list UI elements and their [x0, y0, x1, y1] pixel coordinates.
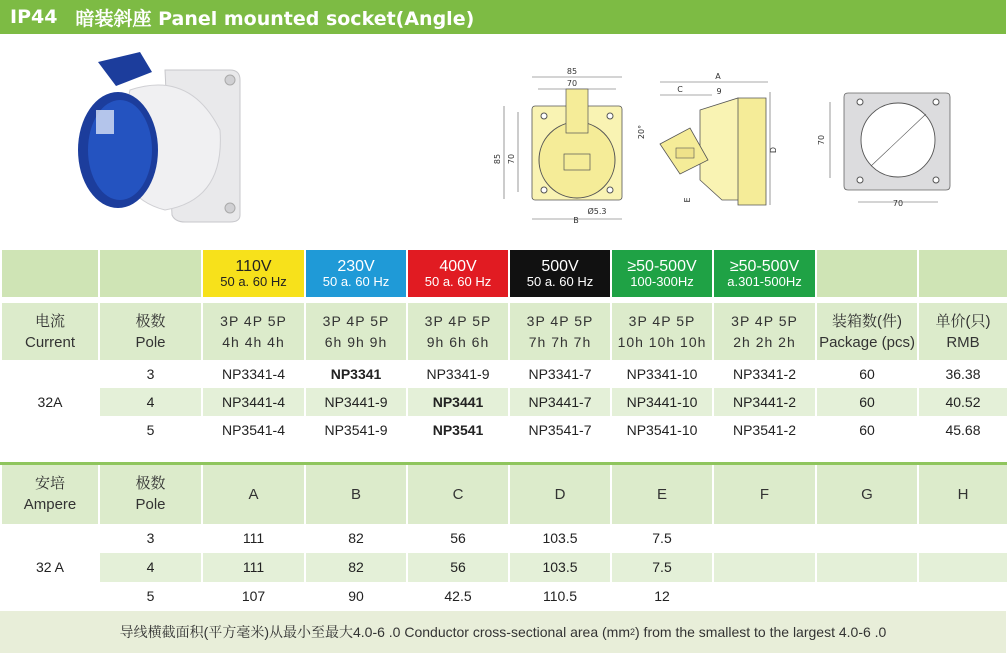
pole-cell: 4: [99, 388, 202, 416]
table-row: [1, 416, 1007, 444]
package-cell: 60: [816, 388, 918, 416]
dim-cell: 103.5: [509, 553, 611, 582]
header-bar: [0, 0, 1006, 34]
header-dim-b: B: [305, 464, 407, 524]
front-view-diagram: [492, 64, 638, 226]
current-cell: 32A: [1, 360, 99, 444]
model-cell: NP3541-2: [713, 416, 816, 444]
volt-spacer: [918, 250, 1007, 300]
dimension-table: [0, 462, 1007, 611]
header-230: 3P 4P 5P 6h 9h 9h: [305, 300, 407, 360]
header-price: 单价(只) RMB: [918, 300, 1007, 360]
dim-cell: 111: [202, 553, 305, 582]
dim-side-70: 70: [817, 134, 826, 146]
pole-cell: 3: [99, 524, 202, 553]
title-en: Panel mounted socket(Angle): [158, 7, 475, 30]
footer-text-pre: 导线横截面积(平方毫米)从最小至最大4.0-6 .0 Conductor cross-sectional area (mm: [119, 624, 630, 640]
product-title: [75, 4, 474, 31]
dim-angle: 20°: [637, 124, 646, 140]
dim-cell: 7.5: [611, 553, 713, 582]
dim-top-85: 85: [566, 67, 578, 76]
dim-cell: [816, 553, 918, 582]
price-cell: 45.68: [918, 416, 1007, 444]
model-cell: NP3541-9: [305, 416, 407, 444]
dim-cell: 107: [202, 582, 305, 611]
dim-cell: [713, 553, 816, 582]
dim-bottom-70: 70: [892, 199, 904, 208]
footer-note: [0, 611, 1006, 653]
panel-cutout-diagram: [816, 88, 966, 213]
dim-cell: [713, 582, 816, 611]
dim-left-85: 85: [493, 153, 502, 165]
model-cell: NP3441: [407, 388, 509, 416]
dim-9: 9: [716, 87, 722, 96]
volt-110: 110V 50 a. 60 Hz: [202, 250, 305, 300]
model-cell: NP3541: [407, 416, 509, 444]
package-cell: 60: [816, 360, 918, 388]
model-cell: NP3441-2: [713, 388, 816, 416]
model-cell: NP3541-7: [509, 416, 611, 444]
model-cell: NP3341-7: [509, 360, 611, 388]
header-110: 3P 4P 5P 4h 4h 4h: [202, 300, 305, 360]
ampere-cell: 32 A: [1, 524, 99, 611]
dim-d: D: [769, 146, 778, 154]
volt-ge50-high: ≥50-500V a.301-500Hz: [713, 250, 816, 300]
dim-cell: 42.5: [407, 582, 509, 611]
table-row: [1, 524, 1007, 553]
footer-sup: 2: [629, 627, 635, 637]
model-cell: NP3441-7: [509, 388, 611, 416]
dim-cell: 7.5: [611, 524, 713, 553]
dim-hole: Ø5.3: [587, 207, 607, 216]
model-cell: NP3541-4: [202, 416, 305, 444]
dim-cell: [918, 553, 1007, 582]
model-cell: NP3441-9: [305, 388, 407, 416]
model-cell: NP3341-10: [611, 360, 713, 388]
package-cell: 60: [816, 416, 918, 444]
dim-cell: 110.5: [509, 582, 611, 611]
dim-cell: 56: [407, 524, 509, 553]
order-table: [0, 250, 1007, 444]
volt-spacer: [1, 250, 99, 300]
header-dim-e: E: [611, 464, 713, 524]
product-image: [70, 50, 270, 225]
header-ampere: 安培 Ampere: [1, 464, 99, 524]
dim-top-70: 70: [566, 79, 578, 88]
dim-cell: 111: [202, 524, 305, 553]
volt-400: 400V 50 a. 60 Hz: [407, 250, 509, 300]
header-dim-c: C: [407, 464, 509, 524]
model-cell: NP3341-4: [202, 360, 305, 388]
header-current: 电流 Current: [1, 300, 99, 360]
dim-b: B: [573, 216, 579, 225]
dim-cell: 103.5: [509, 524, 611, 553]
model-cell: NP3441-4: [202, 388, 305, 416]
dim-cell: 82: [305, 524, 407, 553]
dim-cell: 56: [407, 553, 509, 582]
footer-text-post: ) from the smallest to the largest 4.0-6 .0: [635, 624, 887, 640]
dim-c: C: [677, 85, 683, 94]
volt-spacer: [99, 250, 202, 300]
header-dim-a: A: [202, 464, 305, 524]
dim-e: E: [683, 197, 692, 203]
table-row: [1, 582, 1007, 611]
header-400: 3P 4P 5P 9h 6h 6h: [407, 300, 509, 360]
dim-cell: [816, 524, 918, 553]
side-view-diagram: [638, 70, 788, 210]
header-ge50-high: 3P 4P 5P 2h 2h 2h: [713, 300, 816, 360]
header-dim-d: D: [509, 464, 611, 524]
pole-cell: 3: [99, 360, 202, 388]
volt-500: 500V 50 a. 60 Hz: [509, 250, 611, 300]
volt-230: 230V 50 a. 60 Hz: [305, 250, 407, 300]
table-row: [1, 553, 1007, 582]
dim-cell: [713, 524, 816, 553]
pole-cell: 4: [99, 553, 202, 582]
model-cell: NP3341: [305, 360, 407, 388]
model-cell: NP3541-10: [611, 416, 713, 444]
header-dim-h: H: [918, 464, 1007, 524]
pole-cell: 5: [99, 416, 202, 444]
ip-rating: IP44: [10, 6, 58, 28]
model-cell: NP3441-10: [611, 388, 713, 416]
model-cell: NP3341-9: [407, 360, 509, 388]
voltage-row: [1, 250, 1007, 300]
dim-a: A: [715, 72, 721, 81]
dim-cell: [918, 524, 1007, 553]
header-dim-g: G: [816, 464, 918, 524]
table-header: [1, 300, 1007, 360]
table-row: [1, 360, 1007, 388]
pole-cell: 5: [99, 582, 202, 611]
header-pole: 极数 Pole: [99, 464, 202, 524]
volt-ge50-low: ≥50-500V 100-300Hz: [611, 250, 713, 300]
dim-cell: 82: [305, 553, 407, 582]
price-cell: 36.38: [918, 360, 1007, 388]
header-dim-f: F: [713, 464, 816, 524]
dim-cell: 90: [305, 582, 407, 611]
header-pole: 极数 Pole: [99, 300, 202, 360]
dim-header: [1, 464, 1007, 524]
dim-cell: [816, 582, 918, 611]
dim-left-70: 70: [507, 153, 516, 165]
title-cn: 暗装斜座: [75, 7, 152, 30]
table-row: [1, 388, 1007, 416]
price-cell: 40.52: [918, 388, 1007, 416]
header-500: 3P 4P 5P 7h 7h 7h: [509, 300, 611, 360]
dim-cell: 12: [611, 582, 713, 611]
dim-cell: [918, 582, 1007, 611]
header-package: 装箱数(件) Package (pcs): [816, 300, 918, 360]
volt-spacer: [816, 250, 918, 300]
header-ge50-low: 3P 4P 5P 10h 10h 10h: [611, 300, 713, 360]
model-cell: NP3341-2: [713, 360, 816, 388]
